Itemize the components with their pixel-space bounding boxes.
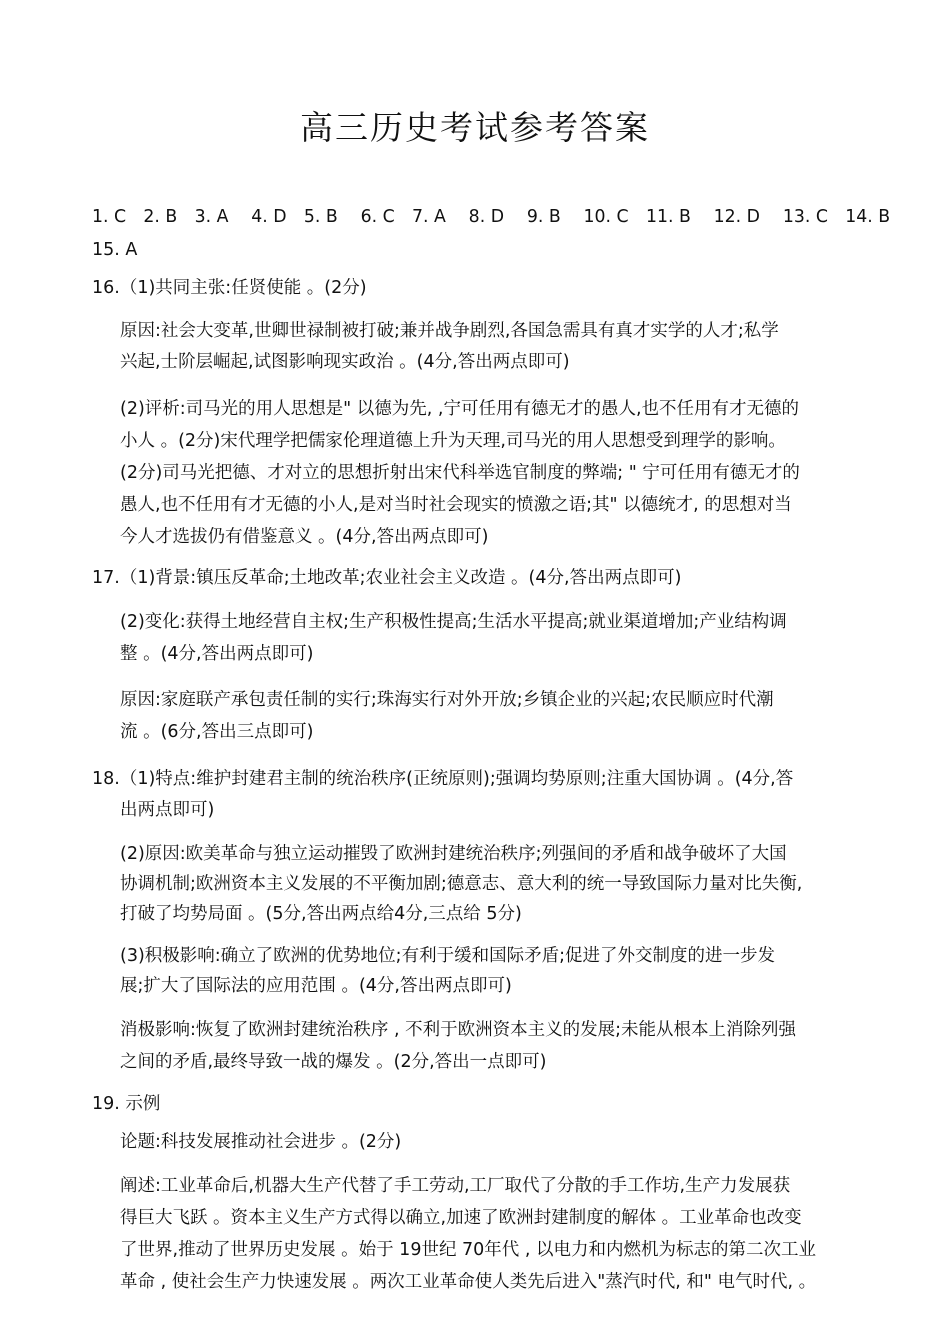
q16-reason-line-1: 原因:社会大变革,世卿世禄制被打破;兼并战争剧烈,各国急需具有真才实学的人才;私学 — [120, 321, 779, 341]
q16-part2-line-4: 愚人,也不任用有才无德的小人,是对当时社会现实的愤激之语;其" 以德统才, 的思想对当 — [120, 495, 792, 515]
q17-part1: 17.（1)背景:镇压反革命;土地改革;农业社会主义改造 。(4分,答出两点即可) — [92, 568, 682, 588]
q18-part1-line-1: 18.（1)特点:维护封建君主制的统治秩序(正统原则);强调均势原则;注重大国协调 。(4分,答 — [92, 769, 794, 789]
q19-exposition-line-3: 了世界,推动了世界历史发展 。始于 19世纪 70年代 , 以电力和内燃机为标志的第二次工业 — [120, 1240, 816, 1260]
q18-part3-line-2: 展;扩大了国际法的应用范围 。(4分,答出两点即可) — [120, 976, 512, 996]
q18-part2-line-3: 打破了均势局面 。(5分,答出两点给4分,三点给 5分) — [120, 904, 522, 924]
q19-heading: 19. 示例 — [92, 1094, 161, 1114]
mc-answers-line-1: 1. C 2. B 3. A 4. D 5. B 6. C 7. A 8. D 9. B 10. C 11. B 12. D 13. C 14. B — [92, 207, 891, 227]
q17-reason-line-1: 原因:家庭联产承包责任制的实行;珠海实行对外开放;乡镇企业的兴起;农民顺应时代潮 — [120, 690, 774, 710]
q18-negative-line-1: 消极影响:恢复了欧洲封建统治秩序 , 不利于欧洲资本主义的发展;未能从根本上消除列强 — [120, 1020, 796, 1040]
q19-exposition-line-1: 阐述:工业革命后,机器大生产代替了手工劳动,工厂取代了分散的手工作坊,生产力发展获 — [120, 1176, 791, 1196]
mc-answers-line-2: 15. A — [92, 240, 138, 260]
q18-part3-line-1: (3)积极影响:确立了欧洲的优势地位;有利于缓和国际矛盾;促进了外交制度的进一步发 — [120, 946, 775, 966]
q16-part2-line-2: 小人 。(2分)宋代理学把儒家伦理道德上升为天理,司马光的用人思想受到理学的影响。 — [120, 431, 786, 451]
q19-exposition-line-2: 得巨大飞跃 。资本主义生产方式得以确立,加速了欧洲封建制度的解体 。工业革命也改变 — [120, 1208, 802, 1228]
q17-part2-line-2: 整 。(4分,答出两点即可) — [120, 644, 314, 664]
q19-thesis: 论题:科技发展推动社会进步 。(2分) — [120, 1132, 402, 1152]
q19-exposition-line-4: 革命 , 使社会生产力快速发展 。两次工业革命使人类先后进入"蒸汽时代, 和" 电气时代, 。 — [120, 1272, 817, 1292]
q16-part2-line-5: 今人才选拔仍有借鉴意义 。(4分,答出两点即可) — [120, 527, 489, 547]
q18-part2-line-2: 协调机制;欧洲资本主义发展的不平衡加剧;德意志、意大利的统一导致国际力量对比失衡, — [120, 874, 803, 894]
q16-part2-line-1: (2)评析:司马光的用人思想是" 以德为先, ,宁可任用有德无才的愚人,也不任用有才无德的 — [120, 399, 800, 419]
q18-part2-line-1: (2)原因:欧美革命与独立运动摧毁了欧洲封建统治秩序;列强间的矛盾和战争破坏了大国 — [120, 844, 787, 864]
q16-reason-line-2: 兴起,士阶层崛起,试图影响现实政治 。(4分,答出两点即可) — [120, 352, 570, 372]
q16-part1: 16.（1)共同主张:任贤使能 。(2分) — [92, 278, 367, 298]
q18-negative-line-2: 之间的矛盾,最终导致一战的爆发 。(2分,答出一点即可) — [120, 1052, 547, 1072]
q16-part2-line-3: (2分)司马光把德、才对立的思想折射出宋代科举选官制度的弊端; " 宁可任用有德无才的 — [120, 463, 800, 483]
q17-reason-line-2: 流 。(6分,答出三点即可) — [120, 722, 314, 742]
q18-part1-line-2: 出两点即可) — [120, 800, 215, 820]
q17-part2-line-1: (2)变化:获得土地经营自主权;生产积极性提高;生活水平提高;就业渠道增加;产业结构调 — [120, 612, 787, 632]
page-title: 高三历史考试参考答案 — [300, 108, 650, 147]
